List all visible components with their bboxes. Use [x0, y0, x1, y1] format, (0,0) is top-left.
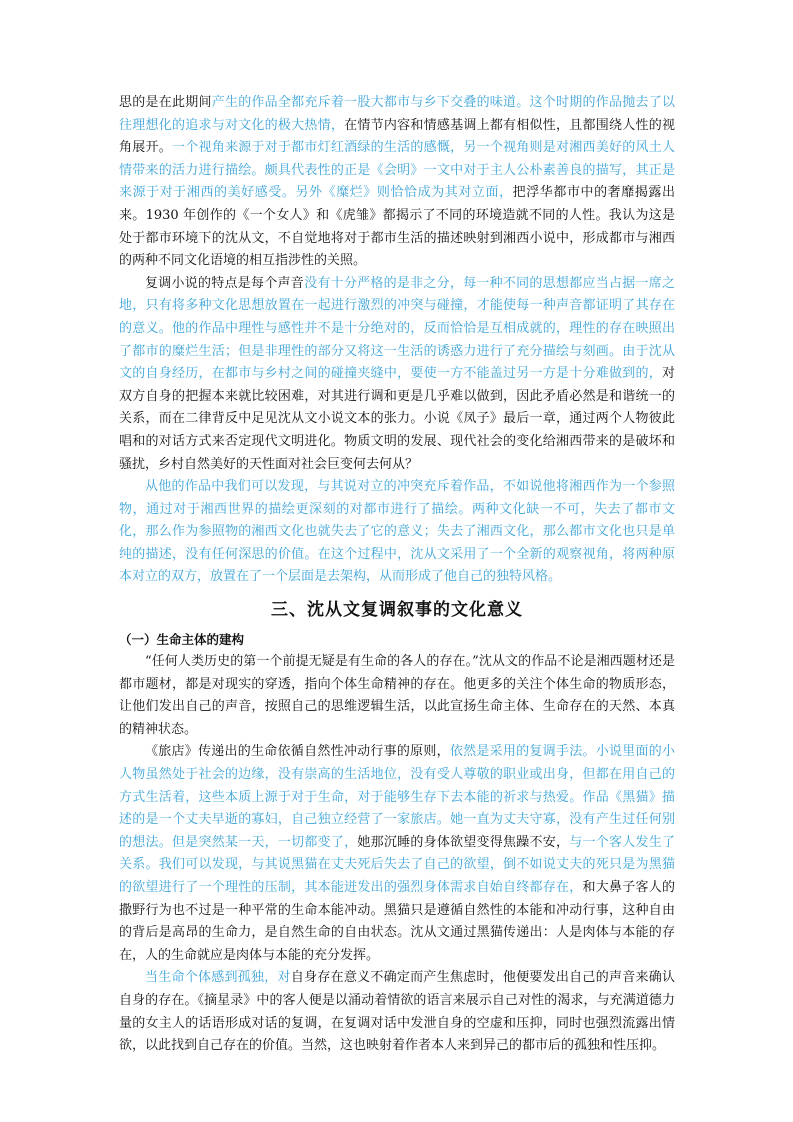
- paragraph: [119, 273, 675, 476]
- text-segment: 和大鼻子客人的撒野行为也不过是一种平常的生命本能冲动。黑猫只是遵循自然性的本能和冲动行事，这种自由的背后是高昂的生命力，是自然生命的自由状态。沈从文通过黑猫传递出：人是肉体与本能的存在，人的生命就应是肉体与本能的充分发挥。: [119, 880, 675, 963]
- paragraph: [119, 476, 675, 589]
- highlighted-text: 当生命个体感到孤独，对: [145, 970, 291, 986]
- paragraph: [119, 651, 675, 741]
- text-segment: 思的是在此期间: [119, 95, 212, 110]
- highlighted-text: 一个视角来源于对于都市灯红酒绿的生活的感慨，另一个视角则是对湘西美好的风土人情带来的活力进行描绘。颇具代表性的正是《会明》一文中对于主人公朴素善良的描写，其正是来源于对于湘西的美好感受。另外《糜烂》则恰恰成为其对立面，: [119, 140, 675, 201]
- text-segment: 把浮华都市中的奢靡揭露出来。1930 年创作的《一个女人》和《虎雏》都揭示了不同的环境造就不同的人性。我认为这是处于都市环境下的沈从文，不自觉地将对于都市生活的描述映射到湘西小说中，形成都市与湘西的两种不同文化语境的相互指涉性的关照。: [119, 185, 675, 269]
- text-segment: 《旅店》传递出的生命依循自然性冲动行事的原则，: [145, 744, 450, 760]
- section-title: 三、沈从文复调叙事的文化意义: [271, 600, 523, 621]
- document-page: [119, 92, 675, 1058]
- text-segment: “任何人类历史的第一个前提无疑是有生命的各人的存在。”沈从文的作品不论是湘西题材还是都市题材，都是对现实的穿透，指向个体生命精神的存在。他更多的关注个体生命的物质形态，让他们发出自己的声音，按照自己的思维逻辑生活，以此宣扬生命主体、生命存在的天然、本真的精神状态。: [119, 654, 675, 737]
- highlighted-text: 产生的作品全都充斥着一股大都市与乡下交叠的味道。这个时期的作品抛去了以往理想化的追求与对文化的极大热情，: [119, 95, 675, 133]
- text-segment: 复调小说的特点是每个声音: [145, 275, 305, 291]
- paragraph: [119, 92, 675, 273]
- highlighted-text: 从他的作品中我们可以发现，与其说对立的冲突充斥着作品，不如说他将湘西作为一个参照物，通过对于湘西世界的描绘更深刻的对都市进行了描绘。两种文化缺一不可，失去了都市文化，那么作为参照物的湘西文化也就失去了它的意义；失去了湘西文化，那么都市文化也只是单纯的描述，没有任何深思的价值。在这个过程中，沈从文采用了一个全新的观察视角，将两种原本对立的双方，放置在了一个层面是去架构，从而形成了他自己的独特风格。: [119, 479, 675, 585]
- paragraph: [119, 741, 675, 967]
- body-text-before: [119, 92, 675, 589]
- text-segment: 在情节内容和情感基调上都有相似性，且都围绕人性的视角展开。: [119, 117, 675, 156]
- body-text-after: [119, 651, 675, 1058]
- subsection-title: （一）生命主体的建构: [119, 632, 245, 648]
- text-segment: 她那沉睡的身体欲望变得焦躁不安，: [357, 834, 570, 850]
- highlighted-text: 依然是采用的复调手法。小说里面的小人物虽然处于社会的边缘，没有崇高的生活地位，没有受人尊敬的职业或出身，但都在用自己的方式生活着，这些本质上源于对于生命，对于能够生存下去本能的祈求与热爱。作品《黑猫》描述的是一个丈夫早逝的寡妇，自己独立经营了一家旅店。她一直为丈夫守寡，没有产生过任何别的想法。但是突然某一天，一切都变了，: [119, 744, 675, 850]
- highlighted-text: 与一个客人发生了关系。我们可以发现，与其说黑猫在丈夫死后失去了自己的欲望，倒不如说丈夫的死只是为黑猫的欲望进行了一个理性的压制，其本能迸发出的强烈身体需求自始自终都存在，: [119, 834, 675, 895]
- text-segment: 自身存在意义不确定而产生焦虑时，他便要发出自己的声音来确认自身的存在。《摘星录》中的客人便是以涌动着情欲的语言来展示自己对性的渴求，与充满道德力量的女主人的话语形成对话的复调，在复调对话中发泄自身的空虚和压抑，同时也强烈流露出情欲，以此找到自己存在的价值。当然，这也映射着作者本人来到异己的都市后的孤独和性压抑。: [119, 970, 675, 1054]
- text-segment: 对双方自身的把握本来就比较困难，对其进行调和更是几乎难以做到，因此矛盾必然是和谐统一的关系，而在二律背反中足见沈从文小说文本的张力。小说《凤子》最后一章，通过两个人物彼此唱和的对话方式来否定现代文明进化。物质文明的发展、现代社会的变化给湘西带来的是破坏和骚扰，乡村自然美好的天性面对社会巨变何去何从？: [119, 366, 675, 472]
- highlighted-text: 没有十分严格的是非之分，每一种不同的思想都应当占据一席之地，只有将多种文化思想放置在一起进行激烈的冲突与碰撞，才能使每一种声音都证明了其存在的意义。他的作品中理性与感性并不是十分绝对的，反而恰恰是互相成就的，理性的存在映照出了都市的糜烂生活；但是非理性的部分又将这一生活的诱惑力进行了充分描绘与刻画。由于沈从文的自身经历，在都市与乡村之间的碰撞夹缝中，要使一方不能盖过另一方是十分难做到的，: [119, 275, 675, 382]
- paragraph: [119, 967, 675, 1057]
